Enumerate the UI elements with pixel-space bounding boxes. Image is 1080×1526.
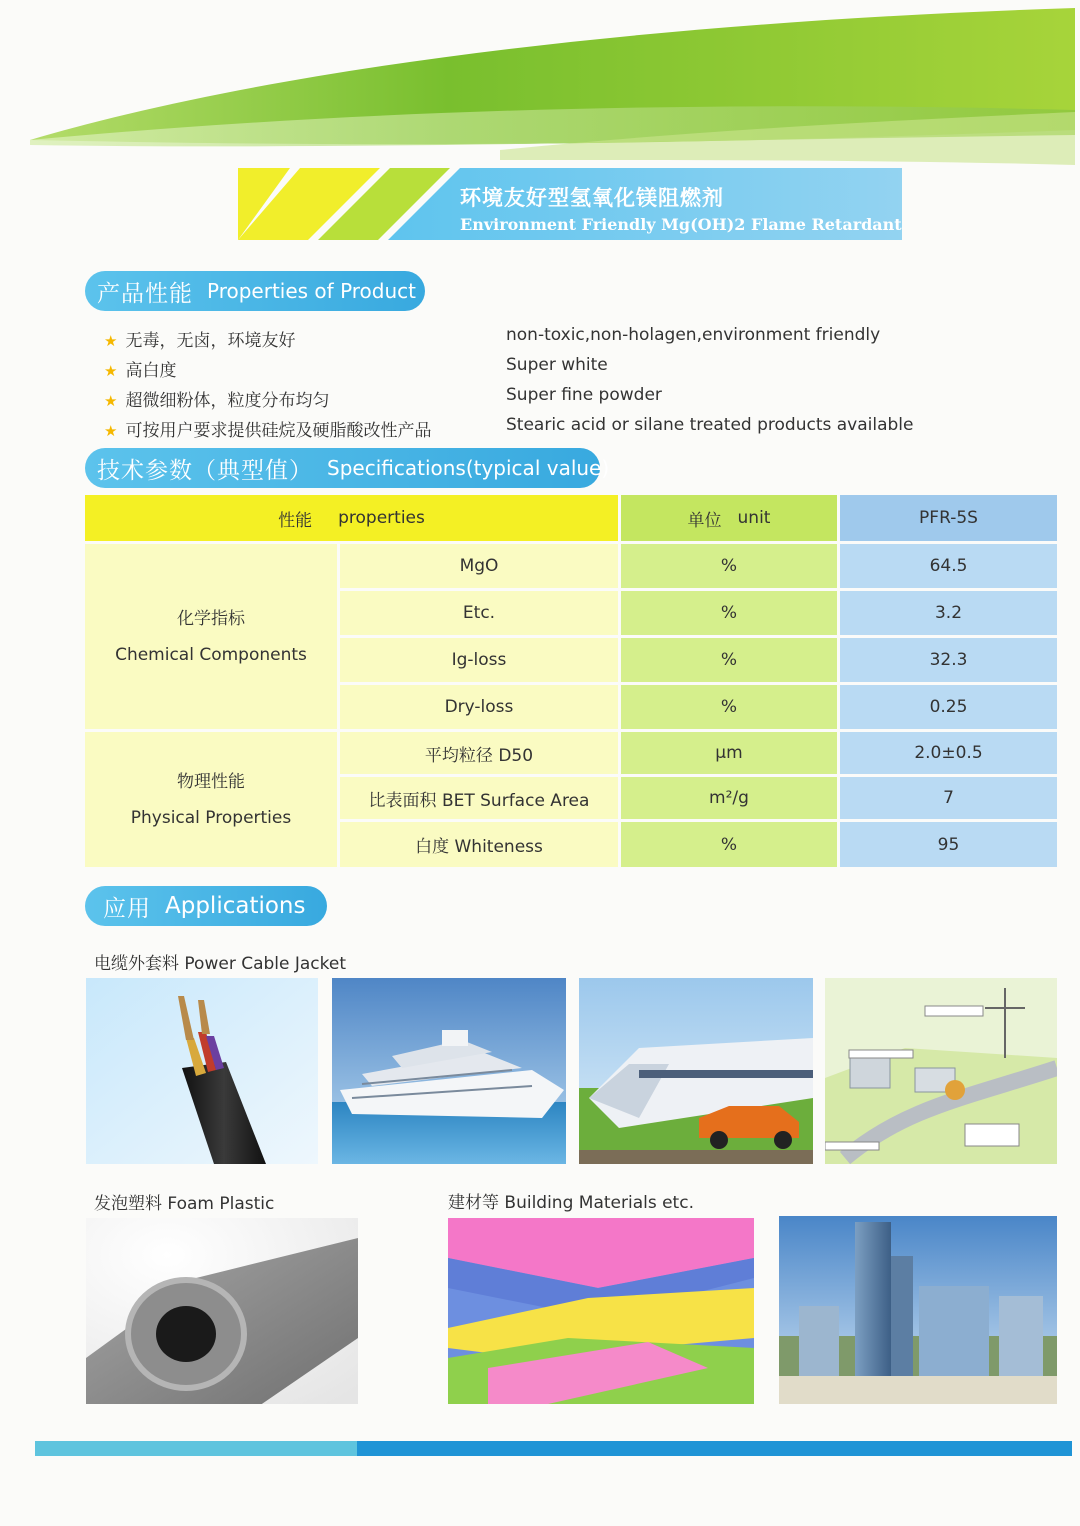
star-icon: ★ [104, 392, 118, 410]
row-value: 3.2 [840, 591, 1057, 635]
property-cn: 高白度 [125, 361, 177, 381]
property-cn: 超微细粉体，粒度分布均匀 [125, 391, 330, 411]
property-item [104, 356, 176, 381]
banner-title-en: Environment Friendly Mg(OH)2 Flame Retardant [460, 215, 902, 234]
train-photo [579, 978, 813, 1164]
group-physical [85, 732, 337, 867]
row-name: MgO [340, 544, 618, 588]
cable-label: 电缆外套料 Power Cable Jacket [94, 954, 347, 974]
city-photo [779, 1216, 1057, 1404]
properties-title-en: Properties of Product [207, 279, 417, 303]
spec-title-cn: 技术参数（典型值） [97, 457, 313, 484]
header-unit-cn: 单位 [687, 510, 722, 531]
cable-photo [86, 978, 318, 1164]
property-en: Super white [506, 355, 608, 375]
star-icon: ★ [104, 362, 118, 380]
row-value: 32.3 [840, 638, 1057, 682]
group-chemical-en: Chemical Components [115, 644, 307, 665]
cable-diagram-photo [825, 978, 1057, 1164]
property-cn: 可按用户要求提供硅烷及硬脂酸改性产品 [125, 421, 432, 441]
row-unit: m²/g [621, 777, 837, 819]
row-unit: μm [621, 732, 837, 774]
spec-table [85, 495, 1057, 867]
group-physical-en: Physical Properties [130, 807, 292, 828]
star-icon: ★ [104, 332, 118, 350]
row-name: 平均粒径 D50 [340, 732, 618, 774]
header-unit [621, 495, 837, 541]
applications-title-cn: 应用 [103, 895, 151, 922]
row-name: 白度 Whiteness [340, 822, 618, 867]
footer-bar [35, 1441, 1072, 1456]
group-physical-cn: 物理性能 [177, 771, 245, 792]
group-chemical-cn: 化学指标 [177, 608, 245, 629]
row-value: 95 [840, 822, 1057, 867]
header-prop-cn: 性能 [278, 510, 313, 531]
row-value: 0.25 [840, 685, 1057, 729]
building-label: 建材等 Building Materials etc. [448, 1193, 694, 1213]
spec-title-en: Specifications(typical value) [327, 456, 610, 480]
property-item [104, 326, 295, 351]
header-unit-en: unit [737, 508, 771, 528]
foam-boards-photo [448, 1218, 754, 1404]
row-unit: % [621, 591, 837, 635]
properties-section-title [85, 271, 425, 311]
properties-title-cn: 产品性能 [97, 280, 193, 307]
ship-photo [332, 978, 566, 1164]
group-chemical [85, 544, 337, 729]
star-icon: ★ [104, 422, 118, 440]
row-name: Dry-loss [340, 685, 618, 729]
foam-photo [86, 1218, 358, 1404]
property-item [104, 416, 431, 441]
row-value: 2.0±0.5 [840, 732, 1057, 774]
row-unit: % [621, 685, 837, 729]
row-name: Etc. [340, 591, 618, 635]
spec-section-title [85, 448, 610, 488]
row-unit: % [621, 544, 837, 588]
row-name: 比表面积 BET Surface Area [340, 777, 618, 819]
row-name: Ig-loss [340, 638, 618, 682]
property-item [104, 386, 329, 411]
applications-section-title [85, 886, 327, 926]
foam-label: 发泡塑料 Foam Plastic [94, 1194, 275, 1214]
header-properties [85, 495, 618, 541]
header-prop-en: properties [338, 508, 425, 528]
applications-title-en: Applications [165, 893, 306, 919]
row-value: 7 [840, 777, 1057, 819]
property-en: non-toxic,non-holagen,environment friendly [506, 325, 881, 345]
property-en: Super fine powder [506, 385, 662, 405]
property-en: Stearic acid or silane treated products available [506, 415, 914, 435]
property-cn: 无毒，无卤，环境友好 [125, 331, 296, 351]
row-unit: % [621, 822, 837, 867]
banner-title-cn: 环境友好型氢氧化镁阻燃剂 [460, 185, 724, 210]
row-value: 64.5 [840, 544, 1057, 588]
row-unit: % [621, 638, 837, 682]
header-product: PFR-5S [840, 495, 1057, 541]
